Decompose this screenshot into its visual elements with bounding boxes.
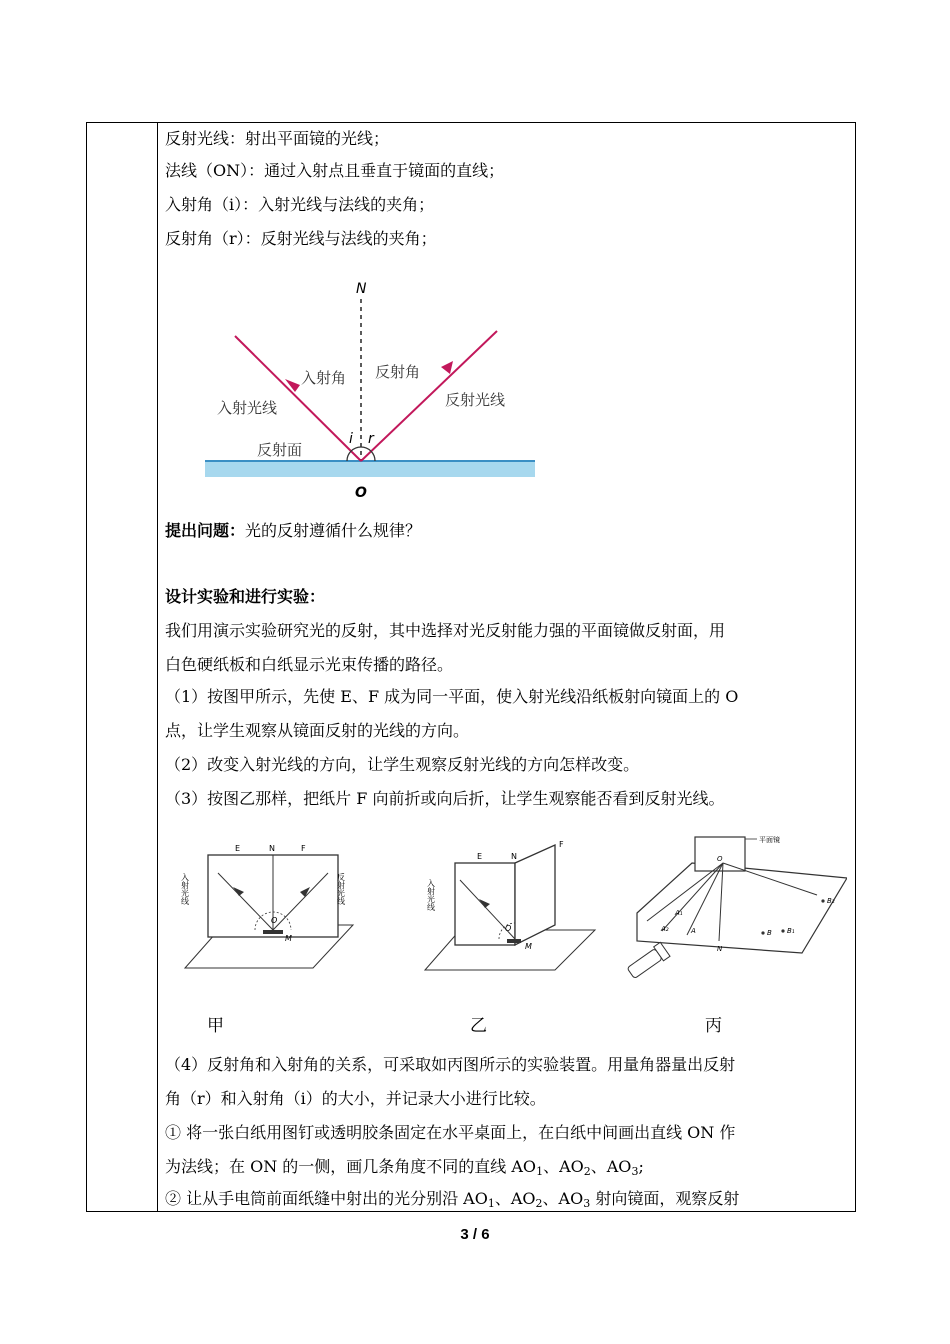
step4-line1: （4）反射角和入射角的关系，可采取如丙图所示的实验装置。用量角器量出反射 — [165, 1055, 736, 1074]
experiment-intro-1: 我们用演示实验研究光的反射，其中选择对光反射能力强的平面镜做反射面，用 — [165, 621, 726, 640]
caption-jia: 甲 — [207, 1016, 224, 1036]
definition-reflection-angle: 反射角（r）：反射光线与法线的夹角； — [165, 229, 437, 248]
bing-mirror-label: 平面镜 — [759, 836, 780, 844]
label-reflected-ray: 反射光线 — [445, 391, 506, 409]
jia-label-e: E — [235, 844, 241, 853]
yi-label-m: M — [525, 942, 532, 951]
figure-yi — [415, 835, 605, 975]
reflection-diagram — [205, 271, 555, 501]
step3: （3）按图乙那样，把纸片 F 向前折或向后折，让学生观察能否看到反射光线。 — [165, 789, 725, 808]
caption-bing: 丙 — [705, 1016, 722, 1036]
label-reflection-angle: 反射角 — [375, 363, 421, 381]
step1-line2: 点，让学生观察从镜面反射的光线的方向。 — [165, 721, 470, 740]
label-incident-angle: 入射角 — [301, 369, 347, 387]
bing-label-a1: A₁ — [675, 909, 683, 917]
page-number: 3 / 6 — [460, 1226, 490, 1243]
question-heading: 提出问题： — [165, 521, 246, 540]
jia-label-n: N — [269, 844, 275, 853]
column-divider — [157, 123, 158, 1211]
bing-label-b: B — [767, 929, 772, 937]
definition-reflected-ray: 反射光线：射出平面镜的光线； — [165, 129, 390, 148]
yi-label-o: O — [505, 924, 512, 933]
incident-arrow — [285, 379, 300, 392]
step2: （2）改变入射光线的方向，让学生观察反射光线的方向怎样改变。 — [165, 755, 640, 774]
item1-line2: 为法线；在 ON 的一侧，画几条角度不同的直线 $AO_1$、$AO_2$、$AO_3$; — [165, 1157, 644, 1178]
yi-label-f: F — [559, 840, 564, 849]
step4-line2: 角（r）和入射角（i）的大小，并记录大小进行比较。 — [165, 1089, 546, 1108]
figure-bing — [617, 823, 847, 998]
definition-incidence-angle: 入射角（i）：入射光线与法线的夹角； — [165, 195, 435, 214]
mirror-surface — [205, 461, 535, 477]
reflected-arrow — [441, 361, 453, 374]
label-i: i — [349, 431, 353, 447]
flashlight-icon — [626, 942, 670, 980]
bing-label-b1: B₁ — [787, 927, 795, 935]
yi-incident-label: 入射光线 — [426, 879, 436, 911]
question-text: 光的反射遵循什么规律？ — [245, 521, 422, 540]
label-o: O — [355, 485, 367, 501]
yi-label-n: N — [511, 852, 517, 861]
bing-label-b2: B₂ — [827, 897, 835, 905]
jia-label-o: O — [271, 916, 278, 925]
caption-yi: 乙 — [470, 1016, 487, 1036]
bing-label-a: A — [691, 927, 696, 935]
bing-label-n: N — [717, 945, 723, 953]
lesson-table — [86, 122, 856, 1212]
label-r: r — [368, 431, 374, 447]
jia-reflected-label: 反射光线 — [336, 873, 346, 905]
figure-jia — [173, 835, 373, 975]
bing-label-a2: A₂ — [661, 925, 669, 933]
experiment-heading: 设计实验和进行实验： — [165, 587, 326, 606]
bing-label-o: O — [717, 855, 723, 863]
jia-label-m: M — [285, 934, 292, 943]
item1-line1: ① 将一张白纸用图钉或透明胶条固定在水平桌面上，在白纸中间画出直线 ON 作 — [165, 1123, 736, 1142]
jia-label-f: F — [301, 844, 306, 853]
label-incident-ray: 入射光线 — [217, 399, 278, 417]
jia-incident-label: 入射光线 — [180, 873, 190, 905]
item2-line: ② 让从手电筒前面纸缝中射出的光分别沿 $AO_1$、$AO_2$、$AO_3$ 射向镜面，观察反射 — [165, 1189, 740, 1210]
definition-normal: 法线（ON）：通过入射点且垂直于镜面的直线； — [165, 161, 505, 180]
label-n: N — [356, 281, 367, 297]
experiment-intro-2: 白色硬纸板和白纸显示光束传播的路径。 — [165, 655, 454, 674]
label-mirror: 反射面 — [257, 441, 303, 459]
question-line — [165, 519, 421, 543]
step1-line1: （1）按图甲所示，先使 E、F 成为同一平面，使入射光线沿纸板射向镜面上的 O — [165, 687, 739, 706]
yi-label-e: E — [477, 852, 483, 861]
